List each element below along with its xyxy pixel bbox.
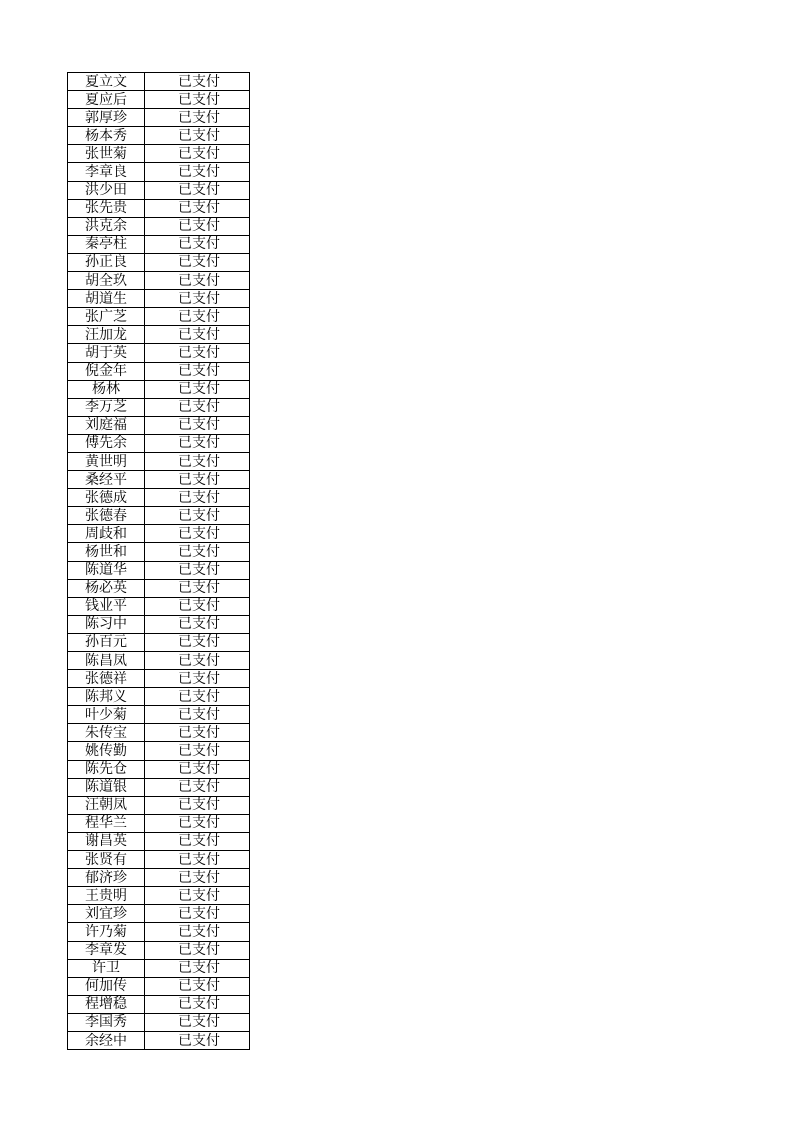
payee-name-cell: 许卫 — [68, 959, 145, 977]
table-row — [68, 941, 250, 959]
payment-status-cell: 已支付 — [145, 73, 250, 91]
payment-status-cell: 已支付 — [145, 290, 250, 308]
payee-name-cell: 黄世明 — [68, 452, 145, 470]
payee-name-cell: 谢昌英 — [68, 832, 145, 850]
payment-status-cell: 已支付 — [145, 923, 250, 941]
table-row — [68, 253, 250, 271]
table-row — [68, 652, 250, 670]
payment-status-cell: 已支付 — [145, 344, 250, 362]
payment-status-cell: 已支付 — [145, 977, 250, 995]
payment-status-cell: 已支付 — [145, 199, 250, 217]
table-row — [68, 796, 250, 814]
table-row — [68, 543, 250, 561]
payment-status-cell: 已支付 — [145, 597, 250, 615]
payee-name-cell: 胡全玖 — [68, 272, 145, 290]
payment-status-cell: 已支付 — [145, 615, 250, 633]
payment-status-cell: 已支付 — [145, 308, 250, 326]
payee-name-cell: 郁济珍 — [68, 869, 145, 887]
payee-name-cell: 杨世和 — [68, 543, 145, 561]
payment-status-cell: 已支付 — [145, 362, 250, 380]
payee-name-cell: 陈道华 — [68, 561, 145, 579]
payee-name-cell: 余经中 — [68, 1031, 145, 1049]
payment-roster-sheet — [67, 72, 249, 1050]
payment-status-cell: 已支付 — [145, 145, 250, 163]
payee-name-cell: 陈先仓 — [68, 760, 145, 778]
payment-status-cell: 已支付 — [145, 326, 250, 344]
table-row — [68, 489, 250, 507]
table-row — [68, 452, 250, 470]
payment-status-cell: 已支付 — [145, 633, 250, 651]
payee-name-cell: 洪少田 — [68, 181, 145, 199]
payment-status-cell: 已支付 — [145, 489, 250, 507]
payment-status-cell: 已支付 — [145, 706, 250, 724]
table-row — [68, 416, 250, 434]
table-row — [68, 91, 250, 109]
payment-status-cell: 已支付 — [145, 724, 250, 742]
payee-name-cell: 张世菊 — [68, 145, 145, 163]
payment-status-cell: 已支付 — [145, 1031, 250, 1049]
payment-status-cell: 已支付 — [145, 814, 250, 832]
table-row — [68, 851, 250, 869]
table-row — [68, 1031, 250, 1049]
payment-status-cell: 已支付 — [145, 652, 250, 670]
payment-status-cell: 已支付 — [145, 181, 250, 199]
table-row — [68, 688, 250, 706]
table-row — [68, 471, 250, 489]
payment-status-cell: 已支付 — [145, 434, 250, 452]
payee-name-cell: 倪金年 — [68, 362, 145, 380]
table-row — [68, 507, 250, 525]
table-row — [68, 597, 250, 615]
payment-status-cell: 已支付 — [145, 217, 250, 235]
payee-name-cell: 夏应后 — [68, 91, 145, 109]
payment-status-cell: 已支付 — [145, 905, 250, 923]
payee-name-cell: 陈道银 — [68, 778, 145, 796]
table-row — [68, 724, 250, 742]
table-row — [68, 326, 250, 344]
table-row — [68, 923, 250, 941]
table-row — [68, 887, 250, 905]
table-row — [68, 670, 250, 688]
payee-name-cell: 李章发 — [68, 941, 145, 959]
table-row — [68, 290, 250, 308]
table-row — [68, 272, 250, 290]
roster-body — [68, 73, 250, 1050]
table-row — [68, 615, 250, 633]
table-row — [68, 1013, 250, 1031]
payee-name-cell: 姚传勤 — [68, 742, 145, 760]
payee-name-cell: 李章良 — [68, 163, 145, 181]
payee-name-cell: 郭厚珍 — [68, 109, 145, 127]
table-row — [68, 344, 250, 362]
payee-name-cell: 张德成 — [68, 489, 145, 507]
payment-status-cell: 已支付 — [145, 832, 250, 850]
table-row — [68, 778, 250, 796]
table-row — [68, 706, 250, 724]
table-row — [68, 525, 250, 543]
payee-name-cell: 杨必英 — [68, 579, 145, 597]
table-row — [68, 127, 250, 145]
payee-name-cell: 张广芝 — [68, 308, 145, 326]
payee-name-cell: 刘庭福 — [68, 416, 145, 434]
payee-name-cell: 许乃菊 — [68, 923, 145, 941]
payee-name-cell: 汪朝凤 — [68, 796, 145, 814]
payment-status-cell: 已支付 — [145, 507, 250, 525]
payee-name-cell: 张德祥 — [68, 670, 145, 688]
payment-status-cell: 已支付 — [145, 851, 250, 869]
payment-status-cell: 已支付 — [145, 869, 250, 887]
payee-name-cell: 钱业平 — [68, 597, 145, 615]
payment-status-cell: 已支付 — [145, 941, 250, 959]
table-row — [68, 832, 250, 850]
table-row — [68, 434, 250, 452]
payee-name-cell: 秦亭柱 — [68, 235, 145, 253]
table-row — [68, 977, 250, 995]
table-row — [68, 380, 250, 398]
payee-name-cell: 程华兰 — [68, 814, 145, 832]
payment-status-cell: 已支付 — [145, 778, 250, 796]
payee-name-cell: 王贵明 — [68, 887, 145, 905]
payee-name-cell: 孙百元 — [68, 633, 145, 651]
payee-name-cell: 桑经平 — [68, 471, 145, 489]
payment-status-cell: 已支付 — [145, 796, 250, 814]
table-row — [68, 995, 250, 1013]
payee-name-cell: 杨林 — [68, 380, 145, 398]
table-row — [68, 742, 250, 760]
table-row — [68, 814, 250, 832]
table-row — [68, 217, 250, 235]
payee-name-cell: 张德春 — [68, 507, 145, 525]
table-row — [68, 561, 250, 579]
payee-name-cell: 何加传 — [68, 977, 145, 995]
table-row — [68, 308, 250, 326]
payee-name-cell: 刘宜珍 — [68, 905, 145, 923]
payee-name-cell: 周歧和 — [68, 525, 145, 543]
table-row — [68, 362, 250, 380]
table-row — [68, 869, 250, 887]
payment-status-cell: 已支付 — [145, 471, 250, 489]
table-row — [68, 145, 250, 163]
payee-name-cell: 张先贵 — [68, 199, 145, 217]
payee-name-cell: 汪加龙 — [68, 326, 145, 344]
payment-status-cell: 已支付 — [145, 959, 250, 977]
payee-name-cell: 李国秀 — [68, 1013, 145, 1031]
payment-status-cell: 已支付 — [145, 416, 250, 434]
payment-status-cell: 已支付 — [145, 91, 250, 109]
payee-name-cell: 杨本秀 — [68, 127, 145, 145]
payment-status-cell: 已支付 — [145, 887, 250, 905]
payee-name-cell: 胡于英 — [68, 344, 145, 362]
payee-name-cell: 陈邦义 — [68, 688, 145, 706]
payment-status-cell: 已支付 — [145, 380, 250, 398]
payment-status-cell: 已支付 — [145, 109, 250, 127]
payee-name-cell: 陈习中 — [68, 615, 145, 633]
payment-status-cell: 已支付 — [145, 688, 250, 706]
payee-name-cell: 叶少菊 — [68, 706, 145, 724]
payee-name-cell: 陈昌凤 — [68, 652, 145, 670]
payment-status-cell: 已支付 — [145, 163, 250, 181]
table-row — [68, 760, 250, 778]
payment-status-cell: 已支付 — [145, 579, 250, 597]
table-row — [68, 109, 250, 127]
payment-status-cell: 已支付 — [145, 235, 250, 253]
payment-status-cell: 已支付 — [145, 742, 250, 760]
table-row — [68, 163, 250, 181]
payment-status-cell: 已支付 — [145, 127, 250, 145]
payment-status-cell: 已支付 — [145, 452, 250, 470]
payee-name-cell: 朱传宝 — [68, 724, 145, 742]
payment-status-cell: 已支付 — [145, 398, 250, 416]
payee-name-cell: 李万芝 — [68, 398, 145, 416]
table-row — [68, 905, 250, 923]
payment-status-cell: 已支付 — [145, 670, 250, 688]
payment-status-cell: 已支付 — [145, 561, 250, 579]
table-row — [68, 73, 250, 91]
table-row — [68, 959, 250, 977]
payment-status-cell: 已支付 — [145, 543, 250, 561]
table-row — [68, 199, 250, 217]
payee-name-cell: 孙正良 — [68, 253, 145, 271]
table-row — [68, 633, 250, 651]
payment-status-cell: 已支付 — [145, 272, 250, 290]
payment-status-cell: 已支付 — [145, 760, 250, 778]
payment-status-cell: 已支付 — [145, 995, 250, 1013]
table-row — [68, 579, 250, 597]
payment-roster-table — [67, 72, 250, 1050]
payee-name-cell: 傅先余 — [68, 434, 145, 452]
table-row — [68, 398, 250, 416]
table-row — [68, 181, 250, 199]
payee-name-cell: 夏立文 — [68, 73, 145, 91]
payee-name-cell: 洪克余 — [68, 217, 145, 235]
payment-status-cell: 已支付 — [145, 525, 250, 543]
payment-status-cell: 已支付 — [145, 253, 250, 271]
table-row — [68, 235, 250, 253]
payee-name-cell: 胡道生 — [68, 290, 145, 308]
payee-name-cell: 张贤有 — [68, 851, 145, 869]
payee-name-cell: 程增稳 — [68, 995, 145, 1013]
payment-status-cell: 已支付 — [145, 1013, 250, 1031]
